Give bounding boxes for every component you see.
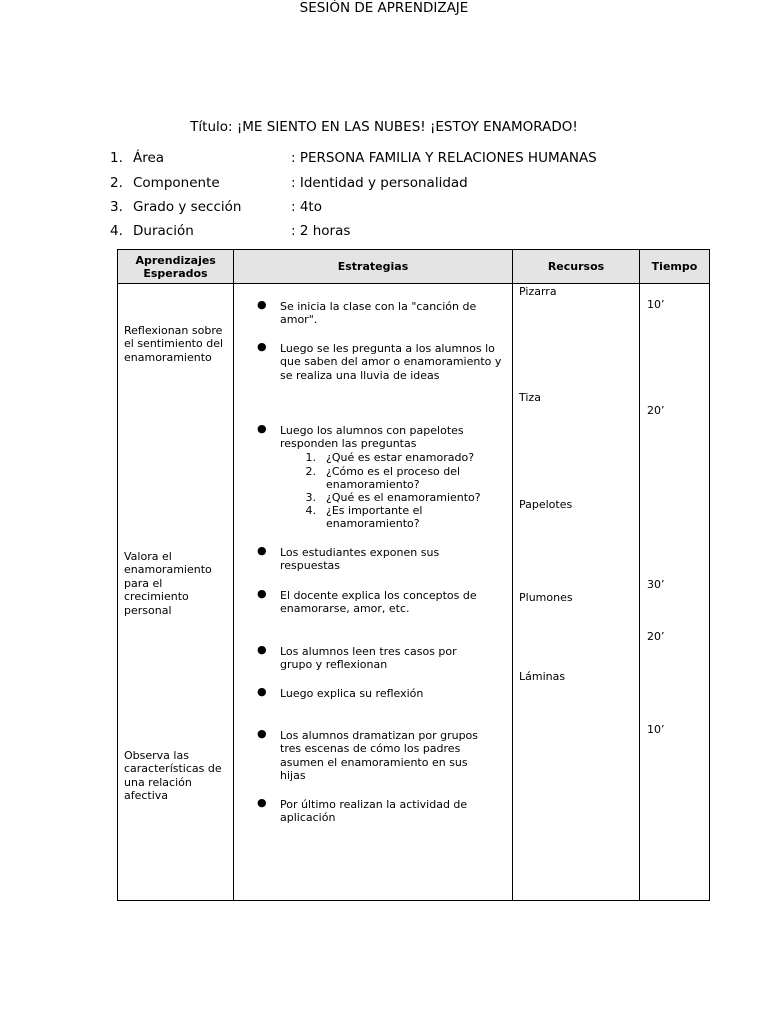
recurso-item: Papelotes (519, 498, 573, 511)
pregunta-item: ¿Qué es el enamoramiento? (326, 491, 481, 504)
recurso-item: Plumones (519, 591, 573, 604)
pregunta-number: 2. (305, 465, 316, 478)
header-recursos: Recursos (513, 250, 639, 284)
estrategia-item: El docente explica los conceptos de enamorarse, amor, etc. (280, 589, 477, 616)
bullet-icon: ● (257, 796, 267, 809)
info-value: : PERSONA FAMILIA Y RELACIONES HUMANAS (291, 150, 597, 166)
info-value: : 2 horas (291, 223, 351, 239)
header-aprendizajes: Aprendizajes Esperados (118, 250, 233, 284)
pregunta-item: ¿Qué es estar enamorado? (326, 451, 475, 464)
column-divider (512, 250, 513, 900)
pregunta-item: ¿Cómo es el proceso del enamoramiento? (326, 465, 461, 492)
info-number: 1. (110, 150, 123, 166)
document-subtitle: Título: ¡ME SIENTO EN LAS NUBES! ¡ESTOY ENAMORADO! (190, 119, 578, 135)
estrategia-item: Luego los alumnos con papelotes responden las preguntas (280, 424, 464, 451)
bullet-icon: ● (257, 298, 267, 311)
pregunta-number: 1. (305, 451, 316, 464)
estrategia-item: Luego se les pregunta a los alumnos lo que saben del amor o enamoramiento y se realiza una lluvia de ideas (280, 342, 502, 382)
bullet-icon: ● (257, 643, 267, 656)
estrategia-item: Los alumnos dramatizan por grupos tres escenas de cómo los padres asumen el enamoramiento en sus hijas (280, 729, 479, 783)
info-label: Componente (133, 175, 220, 191)
info-number: 4. (110, 223, 123, 239)
info-label: Duración (133, 223, 194, 239)
aprendizaje-item: Valora el enamoramiento para el crecimiento personal (124, 550, 212, 617)
recurso-item: Pizarra (519, 285, 557, 298)
lesson-table (117, 249, 710, 901)
bullet-icon: ● (257, 340, 267, 353)
aprendizaje-item: Reflexionan sobre el sentimiento del enamoramiento (124, 324, 224, 364)
info-item-area (0, 150, 768, 168)
recurso-item: Láminas (519, 670, 566, 683)
info-label: Grado y sección (133, 199, 242, 215)
pregunta-item: ¿Es importante el enamoramiento? (326, 504, 423, 531)
pregunta-number: 3. (305, 491, 316, 504)
aprendizaje-item: Observa las características de una relación afectiva (124, 749, 222, 803)
column-divider (639, 250, 640, 900)
estrategia-item: Por último realizan la actividad de aplicación (280, 798, 468, 825)
header-estrategias: Estrategias (234, 250, 512, 284)
info-value: : 4to (291, 199, 322, 215)
column-divider (233, 250, 234, 900)
bullet-icon: ● (257, 587, 267, 600)
bullet-icon: ● (257, 544, 267, 557)
bullet-icon: ● (257, 422, 267, 435)
tiempo-item: 30’ (647, 578, 665, 591)
pregunta-number: 4. (305, 504, 316, 517)
info-number: 2. (110, 175, 123, 191)
recurso-item: Tiza (519, 391, 541, 404)
info-label: Área (133, 150, 165, 166)
info-value: : Identidad y personalidad (291, 175, 468, 191)
document-title: SESIÓN DE APRENDIZAJE (299, 0, 469, 16)
tiempo-item: 10’ (647, 723, 665, 736)
tiempo-item: 20’ (647, 630, 665, 643)
estrategia-item: Los estudiantes exponen sus respuestas (280, 546, 440, 573)
header-tiempo: Tiempo (640, 250, 709, 284)
info-item-componente (0, 175, 768, 193)
estrategia-item: Luego explica su reflexión (280, 687, 424, 700)
info-item-grado (0, 199, 768, 217)
estrategia-item: Los alumnos leen tres casos por grupo y reflexionan (280, 645, 457, 672)
tiempo-item: 20’ (647, 404, 665, 417)
info-item-duracion (0, 223, 768, 241)
info-number: 3. (110, 199, 123, 215)
tiempo-item: 10’ (647, 298, 665, 311)
bullet-icon: ● (257, 685, 267, 698)
bullet-icon: ● (257, 727, 267, 740)
estrategia-item: Se inicia la clase con la "canción de amor". (280, 300, 477, 327)
